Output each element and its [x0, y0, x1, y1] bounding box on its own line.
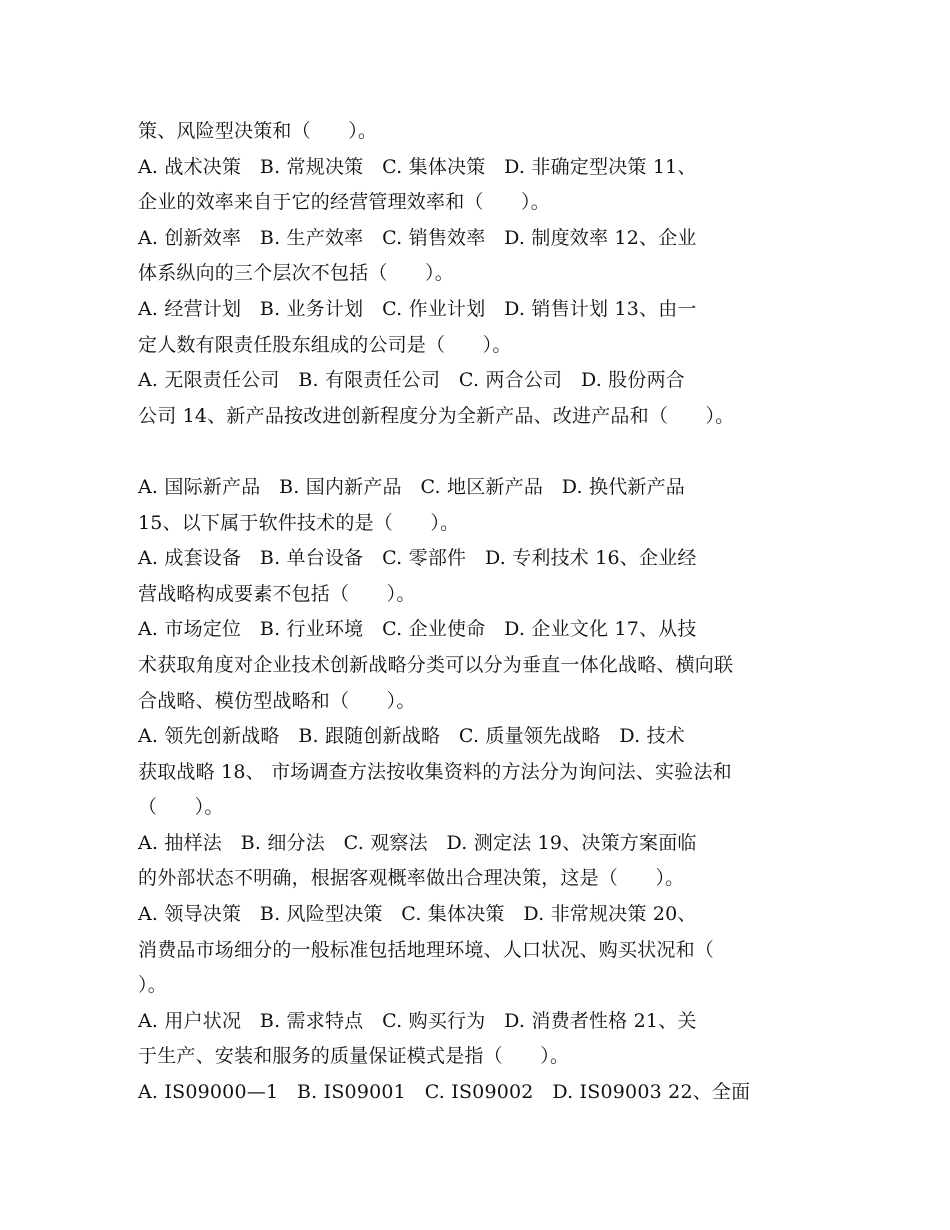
text-line: A. 领导决策 B. 风险型决策 C. 集体决策 D. 非常规决策 20、 [138, 903, 697, 926]
document-body [138, 114, 838, 1111]
text-line: 企业的效率来自于它的经营管理效率和（ ）。 [138, 191, 550, 214]
text-line: A. 用户状况 B. 需求特点 C. 购买行为 D. 消费者性格 21、关 [138, 1009, 697, 1032]
text-line: ）。 [138, 974, 167, 997]
text-line: 于生产、安装和服务的质量保证模式是指（ ）。 [138, 1045, 570, 1068]
text-line: 体系纵向的三个层次不包括（ ）。 [138, 262, 454, 285]
text-line: 营战略构成要素不包括（ ）。 [138, 582, 416, 605]
text-line: 术获取角度对企业技术创新战略分类可以分为垂直一体化战略、横向联 [138, 653, 734, 676]
text-line: 消费品市场细分的一般标准包括地理环境、人口状况、购买状况和（ [138, 938, 715, 961]
text-line: （ ）。 [138, 796, 224, 819]
blank-line [138, 434, 838, 470]
text-line: 15、以下属于软件技术的是（ ）。 [138, 511, 460, 534]
text-line: 的外部状态不明确，根据客观概率做出合理决策，这是（ ）。 [138, 867, 685, 890]
text-line: 公司 14、新产品按改进创新程度分为全新产品、改进产品和（ ）。 [138, 404, 735, 427]
text-line: 合战略、模仿型战略和（ ）。 [138, 689, 416, 712]
text-line: A. 创新效率 B. 生产效率 C. 销售效率 D. 制度效率 12、企业 [138, 226, 697, 249]
text-line: A. 经营计划 B. 业务计划 C. 作业计划 D. 销售计划 13、由一 [138, 297, 697, 320]
text-line: A. IS09000—1 B. IS09001 C. IS09002 D. IS09003 22、全面 [138, 1081, 751, 1104]
text-line: A. 战术决策 B. 常规决策 C. 集体决策 D. 非确定型决策 11、 [138, 155, 697, 178]
text-line: 定人数有限责任股东组成的公司是（ ）。 [138, 333, 512, 356]
text-line: A. 无限责任公司 B. 有限责任公司 C. 两合公司 D. 股份两合 [138, 369, 685, 392]
text-line: A. 抽样法 B. 细分法 C. 观察法 D. 测定法 19、决策方案面临 [138, 831, 697, 854]
text-line: A. 国际新产品 B. 国内新产品 C. 地区新产品 D. 换代新产品 [138, 475, 685, 498]
text-line: A. 领先创新战略 B. 跟随创新战略 C. 质量领先战略 D. 技术 [138, 725, 685, 748]
text-line: A. 成套设备 B. 单台设备 C. 零部件 D. 专利技术 16、企业经 [138, 547, 697, 570]
text-line: 获取战略 18、 市场调查方法按收集资料的方法分为询问法、实验法和 [138, 760, 732, 783]
text-line: A. 市场定位 B. 行业环境 C. 企业使命 D. 企业文化 17、从技 [138, 618, 697, 641]
text-line: 策、风险型决策和（ ）。 [138, 120, 378, 142]
